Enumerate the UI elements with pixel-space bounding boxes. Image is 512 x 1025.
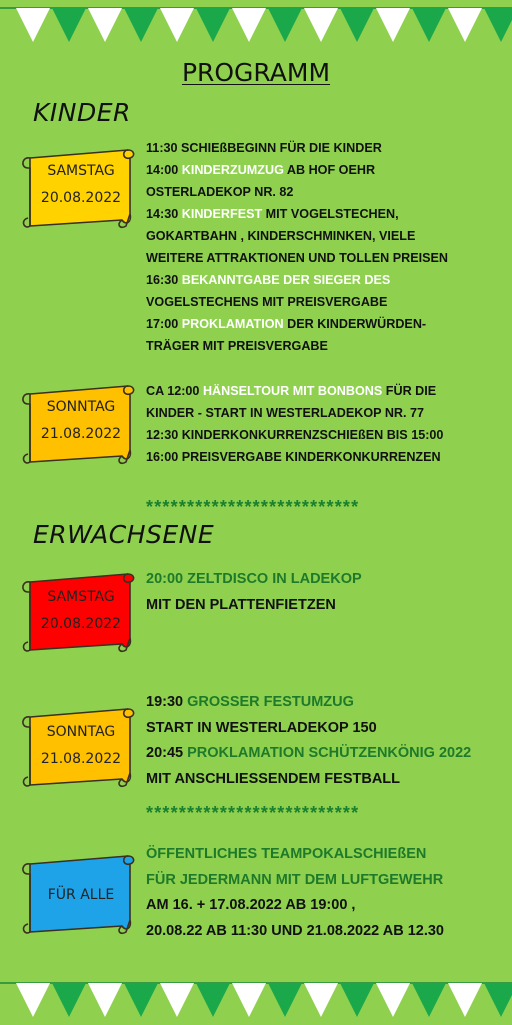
- scroll-curl: [23, 864, 30, 933]
- bunting-flag: [340, 983, 374, 1017]
- bunting-flag: [376, 8, 410, 42]
- scroll-curl: [23, 717, 30, 786]
- scroll-curl: [23, 394, 30, 463]
- bunting-flag: [340, 8, 374, 42]
- program-line: VOGELSTECHENS MIT PREISVERGABE: [146, 295, 388, 309]
- scroll-label-day: SONNTAG: [46, 724, 116, 740]
- program-line: OSTERLADEKOP NR. 82: [146, 185, 294, 199]
- program-line: 16:00 PREISVERGABE KINDERKONKURRENZEN: [146, 450, 441, 464]
- bunting-top: [0, 0, 512, 50]
- bunting-flag: [52, 983, 86, 1017]
- bunting-flag: [196, 8, 230, 42]
- bunting-flag: [448, 983, 482, 1017]
- program-line: 19:30 GROSSER FESTUMZUG: [146, 694, 354, 710]
- bunting-flag: [304, 8, 338, 42]
- bunting-flag: [268, 983, 302, 1017]
- scroll-erw-sonntag: [18, 705, 140, 789]
- bunting-flag: [448, 8, 482, 42]
- program-line: WEITERE ATTRAKTIONEN UND TOLLEN PREISEN: [146, 251, 449, 265]
- highlight-kinderzumzug: KINDERZUMZUG: [181, 163, 284, 177]
- erw-samstag-program: [146, 567, 506, 618]
- program-line: START IN WESTERLADEKOP 150: [146, 719, 377, 736]
- program-line: FÜR JEDERMANN MIT DEM LUFTGEWEHR: [146, 871, 444, 888]
- bunting-flag: [268, 8, 302, 42]
- program-line: 17:00 PROKLAMATION DER KINDERWÜRDEN-: [146, 317, 427, 331]
- highlight-kinderfest: KINDERFEST: [181, 207, 263, 221]
- bunting-flag: [124, 8, 158, 42]
- scroll-curl: [23, 158, 30, 227]
- program-line: AM 16. + 17.08.2022 AB 19:00 ,: [146, 897, 356, 913]
- bunting-flag: [88, 8, 122, 42]
- bunting-flag: [412, 983, 446, 1017]
- bunting-flag: [16, 983, 50, 1017]
- scroll-fuer-alle: [18, 852, 140, 936]
- program-line: 16:30 BEKANNTGABE DER SIEGER DES: [146, 273, 391, 287]
- bunting-flag: [484, 8, 512, 42]
- scroll-label-day: SONNTAG: [46, 399, 116, 415]
- program-line: 14:00 KINDERZUMZUG AB HOF OEHR: [146, 163, 376, 177]
- scroll-kinder-samstag: [18, 146, 140, 230]
- bunting-flag: [232, 8, 266, 42]
- kinder-sonntag-program: [146, 380, 506, 468]
- program-line: KINDER - START IN WESTERLADEKOP NR. 77: [146, 406, 425, 420]
- scroll-kinder-sonntag: [18, 382, 140, 466]
- program-line: 20:00 ZELTDISCO IN LADEKOP: [146, 571, 362, 587]
- scroll-label-date: 20.08.2022: [40, 616, 122, 632]
- section-kinder-heading: KINDER: [33, 98, 131, 127]
- separator-stars: **************************: [146, 803, 360, 823]
- fuer-alle-program: [146, 842, 506, 944]
- highlight-haenseltour: HÄNSELTOUR MIT BONBONS: [202, 384, 383, 398]
- scroll-label-date: 21.08.2022: [40, 751, 122, 767]
- bunting-flag: [232, 983, 266, 1017]
- bunting-flag: [484, 983, 512, 1017]
- scroll-curl: [23, 582, 30, 651]
- highlight-proklamation-koenig: PROKLAMATION SCHÜTZENKÖNIG 2022: [187, 745, 472, 761]
- highlight-festumzug: GROSSER FESTUMZUG: [187, 694, 354, 710]
- bunting-flag: [16, 8, 50, 42]
- bunting-flag: [52, 8, 86, 42]
- separator-stars: **************************: [146, 497, 360, 517]
- program-line: GOKARTBAHN , KINDERSCHMINKEN, VIELE: [146, 229, 416, 243]
- bunting-bottom: [0, 975, 512, 1025]
- program-line: 14:30 KINDERFEST MIT VOGELSTECHEN,: [146, 207, 399, 221]
- program-line: 20.08.22 AB 11:30 UND 21.08.2022 AB 12.30: [146, 922, 444, 939]
- program-line: 12:30 KINDERKONKURRENZSCHIEßEN BIS 15:00: [146, 428, 444, 442]
- program-line: CA 12:00 HÄNSELTOUR MIT BONBONS FÜR DIE: [146, 384, 437, 398]
- bunting-flag: [160, 8, 194, 42]
- page-title: PROGRAMM: [181, 58, 331, 87]
- bunting-flag: [160, 983, 194, 1017]
- highlight-bekanntgabe: BEKANNTGABE DER SIEGER DES: [181, 273, 391, 287]
- program-line: 11:30 SCHIEßBEGINN FÜR DIE KINDER: [146, 141, 382, 155]
- program-line: MIT DEN PLATTENFIETZEN: [146, 596, 336, 613]
- scroll-label-day: SAMSTAG: [47, 589, 115, 605]
- scroll-label-date: 20.08.2022: [40, 190, 122, 206]
- scroll-label-day: FÜR ALLE: [47, 887, 115, 903]
- bunting-flag: [88, 983, 122, 1017]
- program-line: MIT ANSCHLIESSENDEM FESTBALL: [146, 770, 401, 787]
- kinder-samstag-program: [146, 137, 506, 357]
- highlight-proklamation: PROKLAMATION: [181, 317, 284, 331]
- program-line: 20:45 PROKLAMATION SCHÜTZENKÖNIG 2022: [146, 745, 472, 761]
- scroll-label-date: 21.08.2022: [40, 426, 122, 442]
- section-erwachsene-heading: ERWACHSENE: [33, 520, 215, 549]
- bunting-flag: [196, 983, 230, 1017]
- program-line: ÖFFENTLICHES TEAMPOKALSCHIEßEN: [146, 846, 427, 862]
- bunting-flag: [124, 983, 158, 1017]
- bunting-flag: [376, 983, 410, 1017]
- erw-sonntag-program: [146, 690, 506, 792]
- scroll-erw-samstag: [18, 570, 140, 654]
- bunting-flag: [412, 8, 446, 42]
- bunting-flag: [304, 983, 338, 1017]
- program-line: TRÄGER MIT PREISVERGABE: [146, 339, 328, 353]
- scroll-label-day: SAMSTAG: [47, 163, 115, 179]
